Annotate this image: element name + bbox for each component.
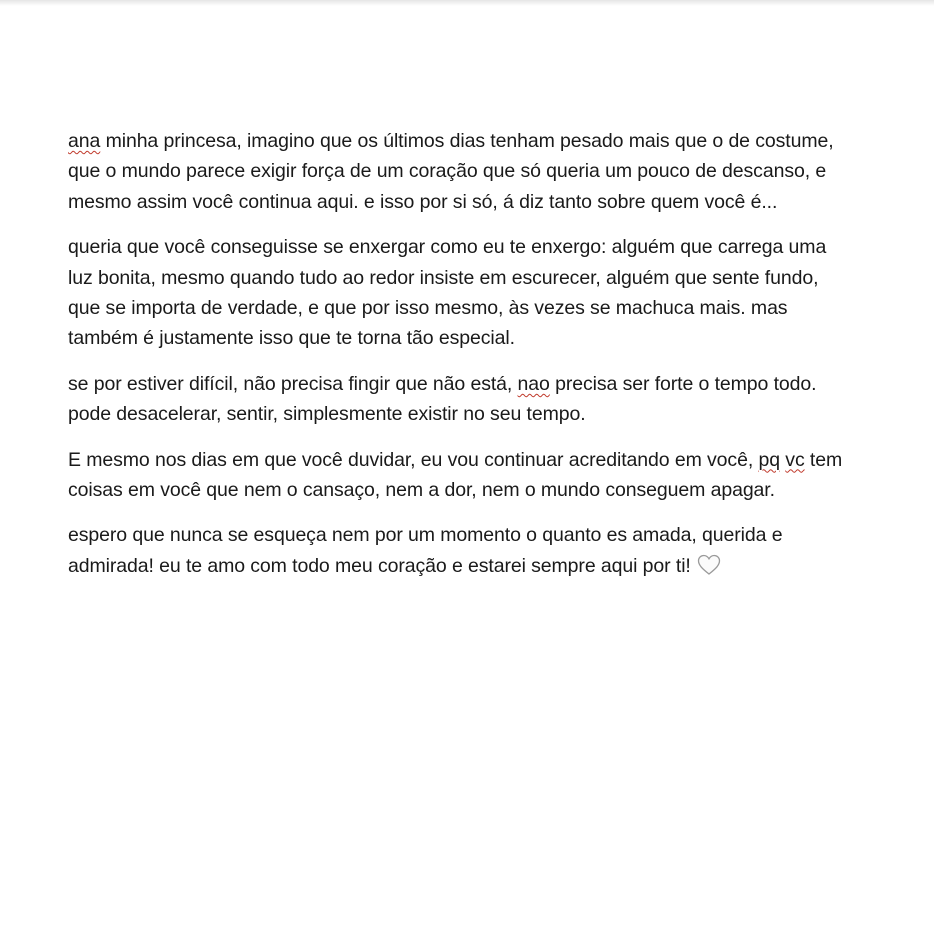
paragraph-text: se por estiver difícil, não precisa fingir que não está, <box>68 372 518 395</box>
paragraph-text: tem coisas em você que nem o cansaço, nem a dor, nem o mundo conseguem apagar. <box>68 448 843 502</box>
paragraph-text: E mesmo nos dias em que você duvidar, eu vou continuar acreditando em você, <box>68 448 759 471</box>
paragraph-text: espero que nunca se esqueça nem por um momento o quanto es amada, querida e admirada! eu te amo com todo meu coração e estarei sempre aqui por ti! <box>68 524 783 577</box>
window-top-shadow <box>0 0 934 6</box>
white-heart-icon <box>697 554 721 576</box>
paragraph-4[interactable] <box>68 445 848 506</box>
paragraph-text: precisa ser forte o tempo todo. pode desacelerar, sentir, simplesmente existir no seu tempo. <box>68 372 817 426</box>
misspelled-word[interactable]: nao <box>517 372 550 395</box>
misspelled-word[interactable]: pq <box>758 448 780 471</box>
paragraph-text: minha princesa, imagino que os últimos dias tenham pesado mais que o de costume, que o mundo parece exigir força de um coração que só queria um pouco de descanso, e mesmo assim você continua aqui. e isso por si só, á diz tanto sobre quem você é... <box>68 130 834 213</box>
misspelled-word[interactable]: ana <box>68 130 101 152</box>
misspelled-word[interactable]: vc <box>785 448 805 471</box>
paragraph-5[interactable] <box>68 520 848 581</box>
paragraph-2[interactable] <box>68 232 848 354</box>
document-page[interactable] <box>68 126 848 596</box>
paragraph-text: queria que você conseguisse se enxergar como eu te enxergo: alguém que carrega uma luz bonita, mesmo quando tudo ao redor insiste em escurecer, alguém que sente fundo, que se importa de verdade, e que por isso mesmo, às vezes se machuca mais. mas também é justamente isso que te torna tão especial. <box>68 236 827 350</box>
paragraph-3[interactable] <box>68 369 848 430</box>
paragraph-1[interactable] <box>68 126 848 217</box>
